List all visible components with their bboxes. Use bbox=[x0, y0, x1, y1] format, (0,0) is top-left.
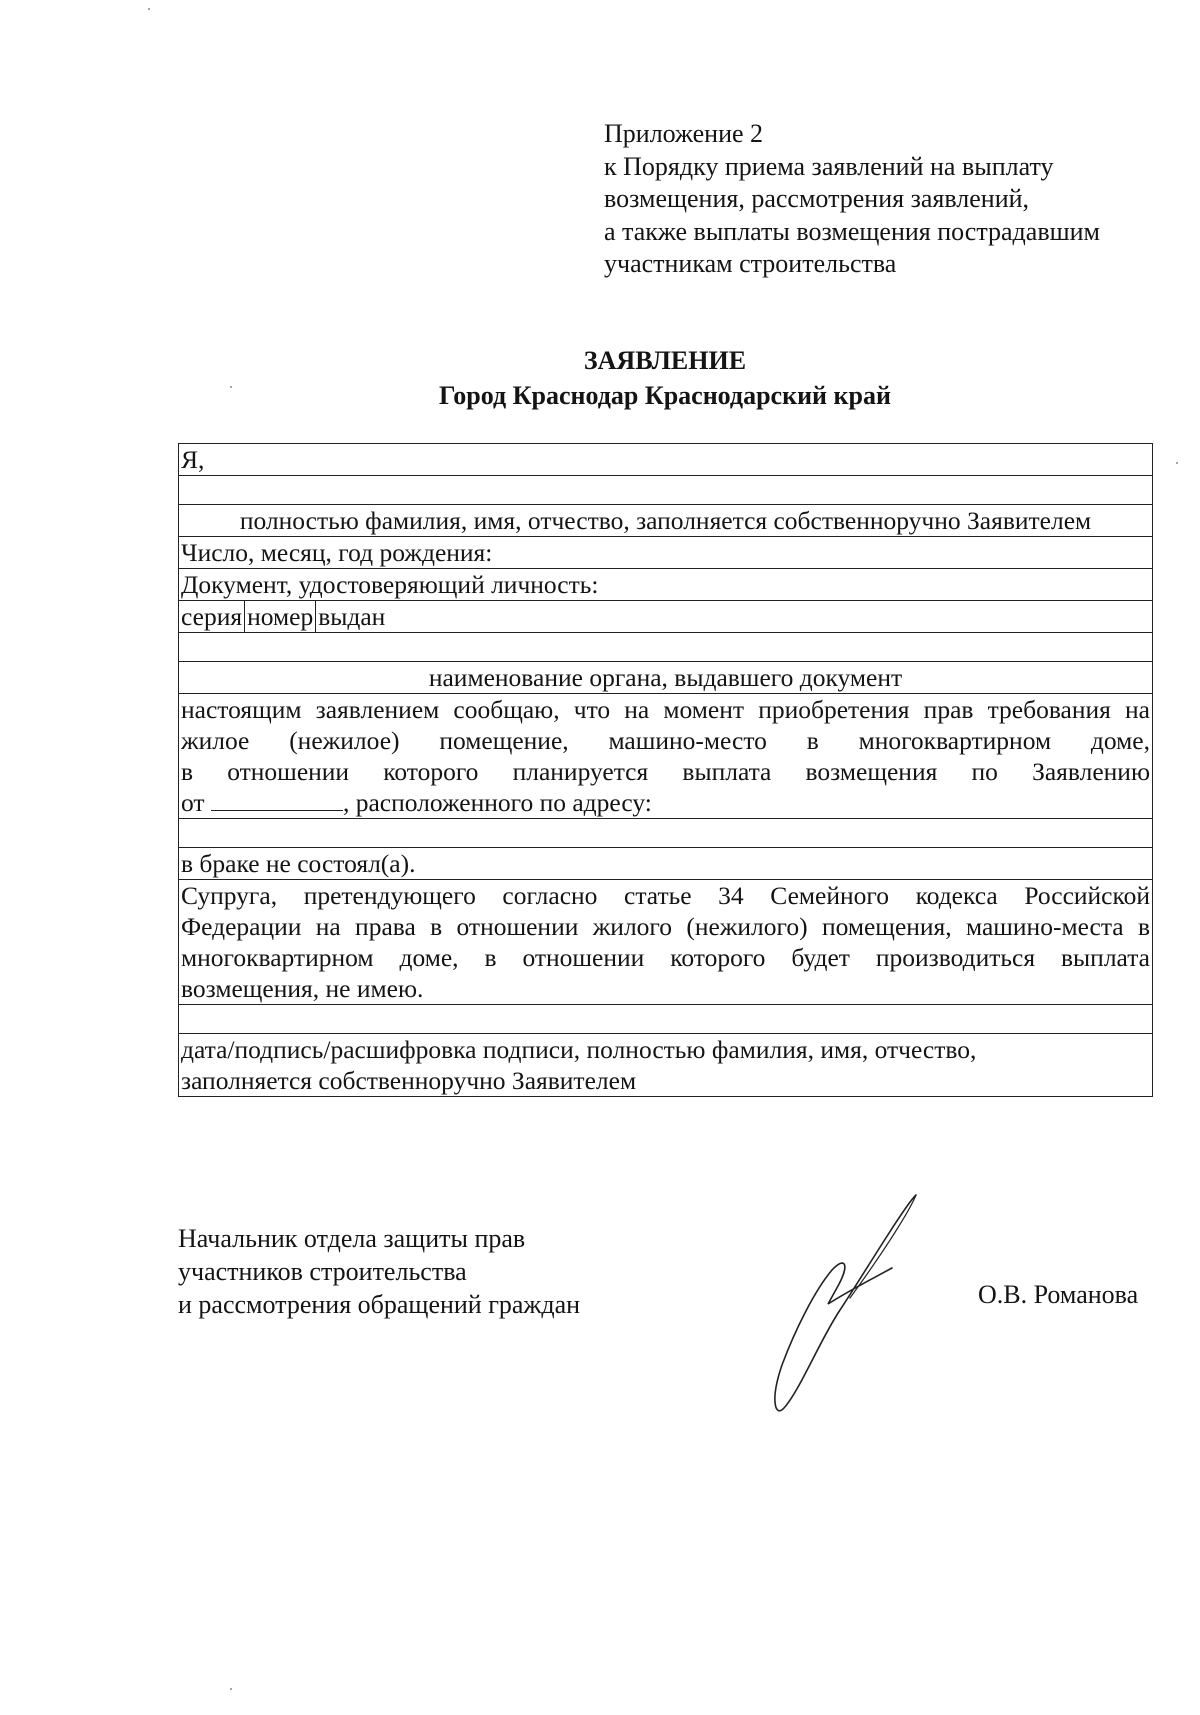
handwritten-signature bbox=[720, 1190, 920, 1420]
id-document-row[interactable] bbox=[179, 569, 1152, 601]
statement-text bbox=[179, 694, 1152, 818]
appendix-line: Приложение 2 bbox=[604, 119, 764, 148]
signature-hint-line: заполняется собственноручно Заявителем bbox=[181, 1066, 637, 1095]
issuer-hint: наименование органа, выдавшего документ bbox=[428, 663, 903, 692]
scan-speck bbox=[230, 386, 232, 388]
signer-name: О.В. Романова bbox=[978, 1280, 1139, 1309]
scan-speck bbox=[230, 1688, 232, 1690]
document-subtitle: Город Краснодар Краснодарский край bbox=[439, 381, 891, 410]
address-label: , расположенного по адресу: bbox=[342, 788, 652, 817]
series-field[interactable]: серия bbox=[179, 601, 245, 632]
spouse-text bbox=[179, 880, 1152, 1004]
fio-hint-row bbox=[179, 505, 1152, 537]
issuer-hint-row bbox=[179, 662, 1152, 694]
appendix-line: к Порядку приема заявлений на выплату bbox=[604, 151, 1054, 181]
issued-by-field[interactable]: выдан bbox=[318, 602, 386, 631]
signer-position-line: участников строительства bbox=[178, 1257, 467, 1286]
signature-hint-row bbox=[179, 1034, 1152, 1096]
signature-hint-line: дата/подпись/расшифровка подписи, полностью фамилия, имя, отчество, bbox=[181, 1035, 977, 1064]
marriage-status: в браке не состоял(а). bbox=[181, 849, 416, 878]
statement-line bbox=[181, 787, 1150, 818]
i-label: Я, bbox=[181, 445, 205, 474]
marriage-row bbox=[179, 848, 1152, 880]
application-form bbox=[178, 443, 1153, 1097]
fio-continuation-row[interactable] bbox=[179, 476, 1152, 505]
statement-line: настоящим заявлением сообщаю, что на момент приобретения прав требования на bbox=[181, 695, 1150, 724]
appendix-line: участникам строительства bbox=[604, 249, 897, 278]
scan-speck bbox=[148, 8, 150, 10]
id-document-label: Документ, удостоверяющий личность: bbox=[181, 570, 599, 599]
statement-line: в отношении которого планируется выплата возмещения по Заявлению bbox=[181, 757, 1150, 786]
signer-position-line: Начальник отдела защиты прав bbox=[178, 1224, 526, 1253]
fio-row[interactable] bbox=[179, 444, 1152, 476]
appendix-line: возмещения, рассмотрения заявлений, bbox=[604, 184, 1030, 213]
application-date-blank[interactable] bbox=[211, 788, 343, 811]
birth-date-label: Число, месяц, год рождения: bbox=[181, 538, 493, 567]
signer-position-line: и рассмотрения обращений граждан bbox=[178, 1290, 581, 1319]
number-field[interactable]: номер bbox=[245, 601, 316, 632]
birth-date-row[interactable] bbox=[179, 537, 1152, 569]
spouse-row bbox=[179, 880, 1152, 1005]
spouse-line: Супруга, претендующего согласно статье 34 Семейного кодекса Российской bbox=[181, 881, 1150, 910]
scan-speck bbox=[1176, 462, 1178, 464]
appendix-line: а также выплаты возмещения пострадавшим bbox=[604, 216, 1100, 246]
appendix-note bbox=[604, 118, 1100, 281]
document-title: ЗАЯВЛЕНИЕ bbox=[583, 346, 747, 375]
address-row[interactable] bbox=[179, 819, 1152, 848]
statement-row bbox=[179, 694, 1152, 819]
signer-position bbox=[178, 1222, 580, 1321]
signature-field-row[interactable] bbox=[179, 1005, 1152, 1034]
id-document-details-row bbox=[179, 601, 1152, 633]
spouse-line: многоквартирном доме, в отношении которого будет производиться выплата bbox=[181, 943, 1150, 972]
spouse-line: возмещения, не имею. bbox=[181, 974, 424, 1003]
fio-hint: полностью фамилия, имя, отчество, заполняется собственноручно Заявителем bbox=[239, 506, 1092, 535]
issuer-row[interactable] bbox=[179, 633, 1152, 662]
spouse-line: Федерации на права в отношении жилого (нежилого) помещения, машино-места в bbox=[181, 912, 1150, 941]
from-label: от bbox=[181, 788, 205, 817]
statement-line: жилое (нежилое) помещение, машино-место в многоквартирном доме, bbox=[181, 726, 1150, 755]
